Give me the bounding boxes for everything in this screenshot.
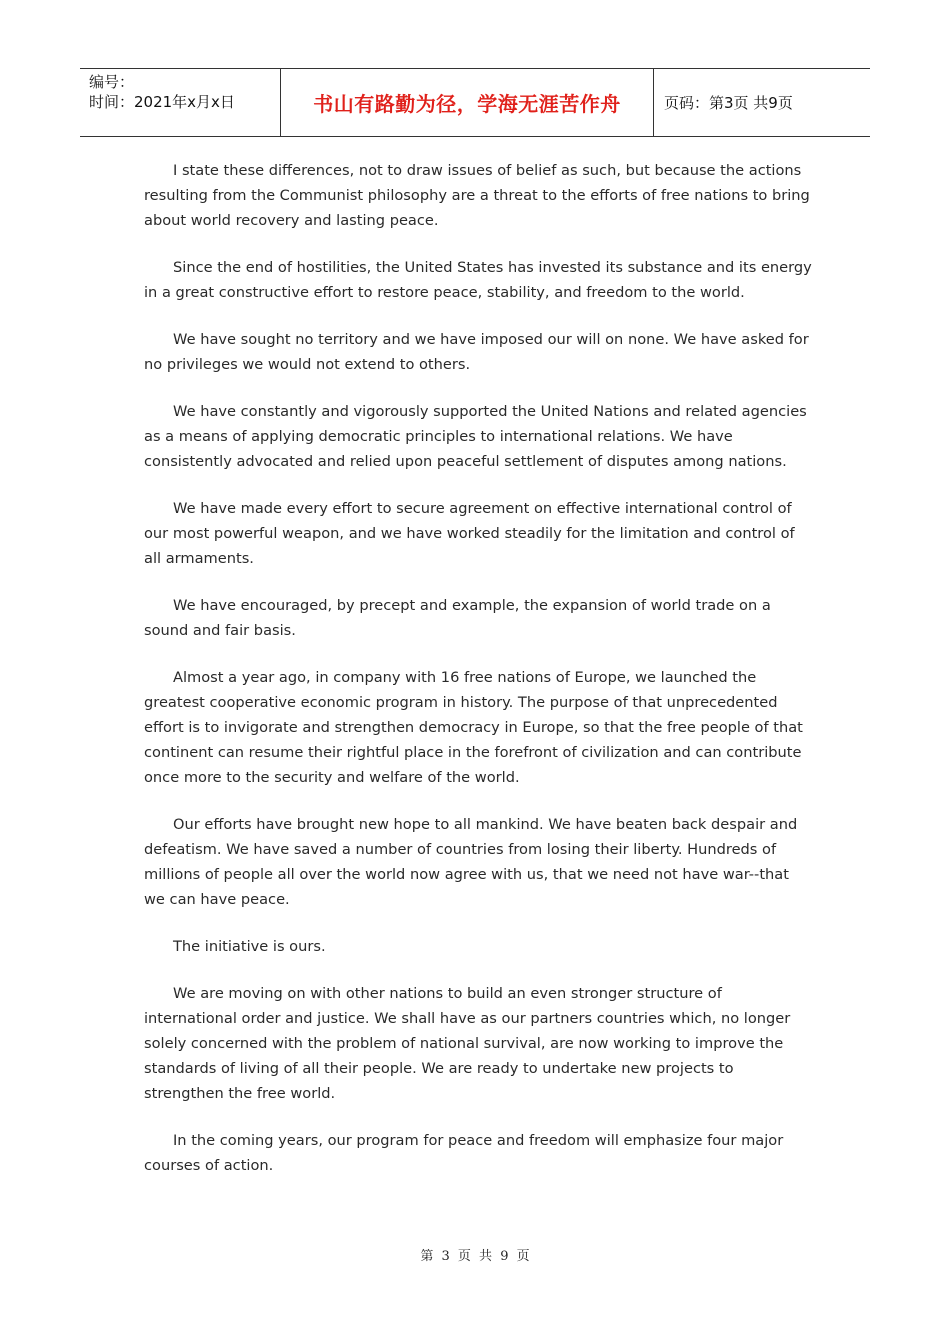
body-paragraph: We are moving on with other nations to build an even stronger structure of international order and justice. We shall have as our partners countries which, no longer solely concerned with the problem of national survival, are now working to improve the standards of living of all their people. We are ready to undertake new projects to strengthen the free world.: [144, 985, 791, 1102]
body-paragraph: I state these differences, not to draw issues of belief as such, but because the actions resulting from the Communist philosophy are a threat to the efforts of free nations to bring about world recovery and lasting peace.: [144, 162, 810, 229]
body-paragraph: We have encouraged, by precept and example, the expansion of world trade on a sound and fair basis.: [144, 597, 771, 639]
body-paragraph: Since the end of hostilities, the United States has invested its substance and its energy in a great constructive effort to restore peace, stability, and freedom to the world.: [144, 259, 812, 301]
header-page-info: 页码：第3页 共9页: [664, 94, 793, 112]
page-footer: 第 3 页 共 9 页: [420, 1249, 530, 1264]
body-paragraph: The initiative is ours.: [173, 938, 326, 955]
document-number-label: 编号：: [89, 73, 135, 91]
body-paragraph: Almost a year ago, in company with 16 free nations of Europe, we launched the greatest cooperative economic program in history. The purpose of that unprecedented effort is to invigorate and strengthen democracy in Europe, so that the free people of that continent can resume their rightful place in the forefront of civilization and can contribute once more to the security and welfare of the world.: [144, 669, 803, 786]
document-body: [144, 158, 812, 1200]
document-date-label: 时间：2021年x月x日: [89, 93, 235, 111]
body-paragraph: We have sought no territory and we have imposed our will on none. We have asked for no privileges we would not extend to others.: [144, 331, 809, 373]
body-paragraph: We have made every effort to secure agreement on effective international control of our most powerful weapon, and we have worked steadily for the limitation and control of all armaments.: [144, 500, 795, 567]
body-paragraph: We have constantly and vigorously supported the United Nations and related agencies as a means of applying democratic principles to international relations. We have consistently advocated and relied upon peaceful settlement of disputes among nations.: [144, 403, 807, 470]
body-paragraph: Our efforts have brought new hope to all mankind. We have beaten back despair and defeatism. We have saved a number of countries from losing their liberty. Hundreds of millions of people all over the world now agree with us, that we need not have war--that we can have peace.: [144, 816, 798, 908]
body-paragraph: In the coming years, our program for peace and freedom will emphasize four major courses of action.: [144, 1132, 784, 1174]
header-meta-cell: [80, 69, 281, 136]
header-motto: 书山有路勤为径，学海无涯苦作舟: [281, 69, 654, 136]
document-header: [80, 68, 870, 137]
